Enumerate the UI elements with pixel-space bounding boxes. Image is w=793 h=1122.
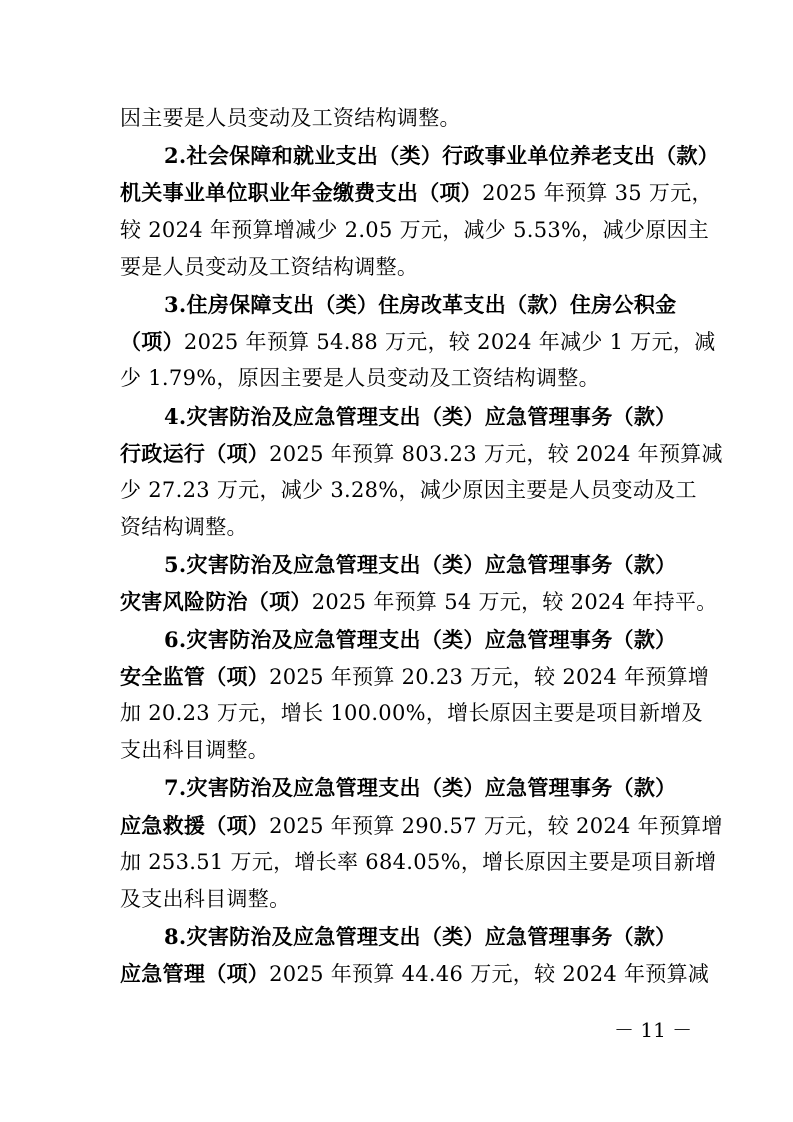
text-line [120,844,717,881]
bold-heading-text: 应急管理（项） [120,961,270,987]
bold-heading-text: 4.灾害防治及应急管理支出（类）应急管理事务（款） [164,403,677,429]
body-text-run: 加 253.51 万元，增长率 684.05%，增长原因主要是项目新增 [120,849,717,874]
bold-heading-text: 6.灾害防治及应急管理支出（类）应急管理事务（款） [164,626,677,652]
body-text-run: 2025 年预算 290.57 万元，较 2024 年预算增 [269,813,723,838]
body-text-run: 2025 年预算 54 万元，较 2024 年持平。 [311,590,718,615]
bold-heading-text: 3.住房保障支出（类）住房改革支出（款）住房公积金 [164,291,677,317]
text-line [120,137,720,174]
bold-heading-text: 5.灾害防治及应急管理支出（类）应急管理事务（款） [164,552,677,578]
page-number: － 11 － [614,1018,693,1042]
text-line [120,658,710,695]
body-text-run: 2025 年预算 44.46 万元，较 2024 年预算减 [269,962,710,987]
text-line [120,583,718,620]
bold-heading-text: 7.灾害防治及应急管理支出（类）应急管理事务（款） [164,775,677,801]
bold-heading-text: 8.灾害防治及应急管理支出（类）应急管理事务（款） [164,924,677,950]
text-line [120,955,710,992]
bold-heading-text: 应急救援（项） [120,812,270,838]
text-line [120,769,675,806]
text-line [120,732,675,769]
text-line [120,918,675,955]
body-text-run: 少 27.23 万元，减少 3.28%，减少原因主要是人员变动及工 [120,477,697,502]
body-text-run: 因主要是人员变动及工资结构调整。 [120,106,461,130]
text-line [120,174,713,211]
body-text [120,100,723,993]
bold-heading-text: 机关事业单位职业年金缴费支出（项） [120,180,483,206]
text-line [120,807,723,844]
document-page [120,100,723,993]
body-text-run: 及支出科目调整。 [120,886,291,911]
text-line [120,546,675,583]
text-line [120,360,675,397]
body-text-run: 加 20.23 万元，增长 100.00%，增长原因主要是项目新增及 [120,701,703,725]
text-line [120,398,675,435]
body-text-run: 较 2024 年预算增减少 2.05 万元，减少 5.53%，减少原因主 [120,217,710,242]
text-line [120,286,675,323]
body-text-run: 2025 年预算 54.88 万元，较 2024 年减少 1 万元，减 [183,330,716,355]
text-line [120,509,675,546]
body-text-run: 2025 年预算 20.23 万元，较 2024 年预算增 [269,664,710,689]
body-text-run: 支出科目调整。 [120,738,270,763]
bold-heading-text: （项） [120,329,184,355]
body-text-run: 资结构调整。 [120,515,248,540]
text-line [120,249,675,286]
body-text-run: 2025 年预算 803.23 万元，较 2024 年预算减 [269,441,723,466]
body-text-run: 2025 年预算 35 万元， [482,181,713,206]
text-line [120,435,723,472]
text-line [120,212,710,249]
bold-heading-text: 灾害风险防治（项） [120,589,312,615]
text-line [120,472,697,509]
text-line [120,695,703,732]
text-line [120,881,675,918]
bold-heading-text: 2.社会保障和就业支出（类）行政事业单位养老支出（款） [164,143,720,169]
bold-heading-text: 安全监管（项） [120,663,270,689]
body-text-run: 少 1.79%，原因主要是人员变动及工资结构调整。 [120,366,600,391]
body-text-run: 要是人员变动及工资结构调整。 [120,254,419,279]
text-line [120,621,675,658]
text-line [120,100,675,137]
bold-heading-text: 行政运行（项） [120,440,270,466]
text-line [120,323,716,360]
